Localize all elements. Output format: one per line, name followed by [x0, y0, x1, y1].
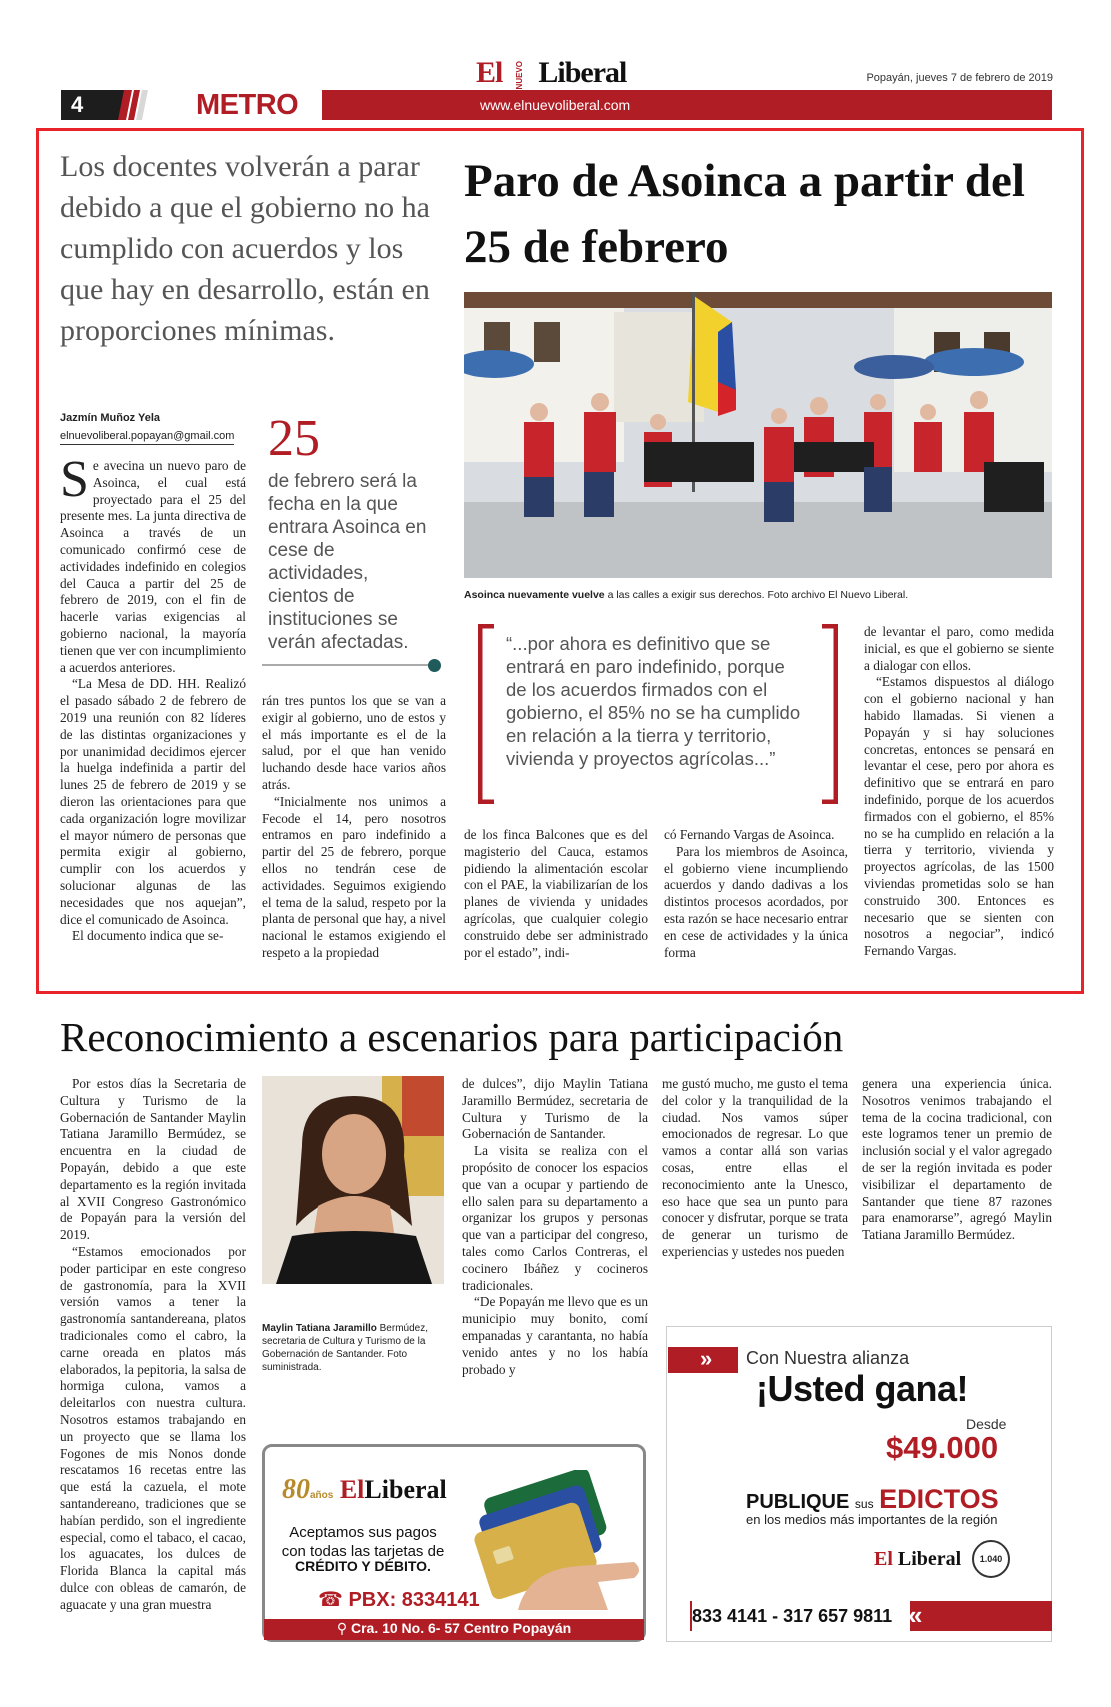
- paragraph: e avecina un nuevo paro de Asoinca, el cual está proyectado para el 25 del presente mes. La junta directiva de Asoinca a través de un comunicado confirmó cese de actividades indefinido en colegios del Cauca a partir del 25 de febrero de 2019, con el fin de hacerle varias exigencias al gobierno nacional, la mayoría tienen que ver con incumplimiento a acuerdos anteriores.: [60, 458, 246, 675]
- caption-text: Bermúdez, secretaria de Cultura y Turismo de la Gobernación de Santander. Foto suministrada.: [262, 1323, 428, 1373]
- paragraph: “Inicialmente nos unimos a Fecode el 14, pero nosotros entramos en paro indefinido a partir del 25 de febrero, porque ellos no tendrán cese de actividades. Seguimos exigiendo el tema de la salud, respeto por la planta de personal que hay, a nivel nacional le estamos exigiendo el respeto a la propiedad: [262, 793, 446, 960]
- protest-photo: [464, 292, 1052, 578]
- portrait-caption: [262, 1322, 442, 1374]
- article2-column-3: [662, 1076, 848, 1261]
- paragraph: Para los miembros de Asoinca, el gobierno viene incumpliendo acuerdos y dando dadivas a los distintos procesos acordados, por esta razón se hace necesario entrar en cese de actividades y la única forma: [664, 843, 848, 960]
- stat-dot: [428, 659, 441, 672]
- chevron-right-glyph: »: [700, 1346, 713, 1371]
- chevron-left-icon: «: [908, 1600, 923, 1630]
- paragraph: El documento indica que se-: [72, 928, 224, 944]
- site-url[interactable]: www.elnuevoliberal.com: [480, 97, 631, 113]
- publique-text: PUBLIQUE: [746, 1491, 850, 1513]
- ad-price: $49.000: [886, 1430, 999, 1465]
- stat-divider: [262, 664, 432, 666]
- paragraph: “De Popayán me llevo que es un municipio muy bonito, comí empanadas y carantanta, no había venido antes y no los había probado y: [462, 1294, 648, 1377]
- stat-text: de febrero será la fecha en la que entrara Asoinca en cese de actividades, cientos de instituciones se verán afectadas.: [268, 471, 427, 653]
- paragraph: “La Mesa de DD. HH. Realizó el pasado sábado 2 de febrero de 2019 una reunión con 82 líderes de las distintas organizaciones y por unanimidad decidimos ejercer la huelga indefinida a partir del lunes 25 de febrero de 2019 y se dieron las orientaciones para que cada organización logre movilizar el mayor número de personas que permita exigir al gobierno, cumplir con los acuerdos y solucionar algunas de las necesidades que nos aquejan”, dice el comunicado de Asoinca.: [60, 676, 246, 927]
- ad-logo: [282, 1474, 447, 1506]
- paragraph: có Fernando Vargas de Asoinca.: [664, 827, 835, 842]
- paragraph: rán tres puntos los que se van a exigir al gobierno, uno de estos y el más importante es el de la salud, por el que han venido luchando desde hace varios años atrás.: [262, 693, 446, 792]
- paragraph: genera una experiencia única. Nosotros venimos trabajando el tema de la cocina tradicional, con este logramos tener un premio de inclusión social y el valor agregado de ser la región invitada es poder visibilizar el departamento de Santander que tiene 87 razones para enamorarse”, agregó Maylin Tatiana Jaramillo Bermúdez.: [862, 1076, 1052, 1243]
- caption-text: a las calles a exigir sus derechos. Foto archivo El Nuevo Liberal.: [604, 589, 909, 601]
- paragraph: me gustó mucho, me gusto el tema del color y la tranquilidad de la ciudad. Nos vamos súper emocionados de regresar. Lo que vamos a contar allá son varias cosas, entre ellas el reconocimiento ante la Unesco, eso hace que sea un punto para conocer y disfrutar, porque se trata de generar un turismo de experiencias y ustedes nos pueden: [662, 1076, 848, 1259]
- ad-subtitle: en los medios más importantes de la región: [746, 1512, 998, 1527]
- article-headline: Paro de Asoinca a partir del 25 de febrero: [464, 155, 1025, 273]
- photo-caption: [464, 589, 1064, 601]
- paragraph: Por estos días la Secretaria de Cultura y Turismo de la Gobernación de Santander Maylin Tatiana Jaramillo Bermúdez, se encuentra en la ciudad de Popayán, debido a que este departamento es la región invitada al XVII Congreso Gastronómico de Popayán para la versión del 2019.: [60, 1076, 246, 1243]
- ad-phone[interactable]: ☎ PBX: 8334141: [318, 1589, 480, 1611]
- logo-el: El: [339, 1475, 365, 1504]
- newspaper-logo: [476, 56, 626, 90]
- article2-column-1: [60, 1076, 246, 1614]
- ad-text: Aceptamos sus pagos con todas las tarjetas de: [281, 1524, 445, 1560]
- article-column-5: [864, 624, 1054, 960]
- caption-bold: Maylin Tatiana Jaramillo: [262, 1323, 377, 1334]
- sus-text: sus: [854, 1497, 874, 1511]
- ad-phones[interactable]: 833 4141 - 317 657 9811: [692, 1601, 910, 1631]
- article-headline-2: Reconocimiento a escenarios para participación: [60, 1014, 844, 1060]
- logo-nuevo: NUEVO: [515, 60, 525, 90]
- article-column-3: [464, 827, 648, 961]
- stat-number: 25: [268, 410, 320, 467]
- drop-cap: S: [60, 451, 89, 508]
- pull-quote: “...por ahora es definitivo que se entrará en paro indefinido, porque de los acuerdos firmados con el gobierno, el 85% no se ha cumplido en relación a la tierra y territorio, vivienda y proyectos agrícolas...”: [506, 633, 801, 769]
- article2-column-2: [462, 1076, 648, 1378]
- ad-text-bold: CRÉDITO Y DÉBITO.: [295, 1558, 431, 1574]
- edictos-text: EDICTOS: [879, 1484, 999, 1514]
- article2-column-4: [862, 1076, 1052, 1244]
- ad-address: ⚲ Cra. 10 No. 6- 57 Centro Popayán: [336, 1620, 572, 1636]
- credit-cards-icon: [458, 1470, 648, 1610]
- page-number: 4: [61, 90, 125, 120]
- author-name: Jazmín Muñoz Yela: [60, 412, 161, 424]
- ad-tagline: Con Nuestra alianza: [746, 1348, 910, 1368]
- logo-el: El: [874, 1548, 893, 1570]
- issue-date: Popayán, jueves 7 de febrero de 2019: [866, 72, 1053, 84]
- logo-liberal: Liberal: [364, 1475, 447, 1504]
- ad-publique: [746, 1484, 999, 1515]
- radio-badge: 1.040: [972, 1540, 1010, 1578]
- paragraph: La visita se realiza con el propósito de conocer los espacios que van a ocupar y partiendo de ello salen para su departamento a organizar los grupos y personas que van a participar del congreso, tales como Carlos Contreras, el cocinero Ibáñez y cocineros tradicionales.: [462, 1143, 648, 1293]
- ad-logo: [874, 1548, 961, 1571]
- article-column-4: [664, 827, 848, 961]
- paragraph: de levantar el paro, como medida inicial, es que el gobierno se siente a dialogar con ellos.: [864, 624, 1054, 673]
- paragraph: “Estamos emocionados por poder participar en este congreso de gastronomía, para la XVII versión vamos a tener la gastronomía santandereana, platos tradicionales como el cabro, la carne oreada en platos más elaborados, la pepitoria, la salsa de hormiga culona, vamos a deleitarlos con nuestra cultura. Nosotros estamos trabajando en un proyecto que se llama los Fogones de mis Nonos donde rescatamos 16 recetas entre las que está la cazuela, el mote santandereano, tradiciones que se habían perdido, son el ingrediente especial, como el tabaco, el cacao, los aguacates, los dulces de Florida Blanca la capital más dulce con obleas de camarón, de aguacate y una gran muestra: [60, 1243, 246, 1612]
- article-lead: Los docentes volverán a parar debido a que el gobierno no ha cumplido con acuerdos y los que hay en desarrollo, están en proporciones mínimas.: [60, 150, 430, 347]
- anniversary-label: años: [310, 1490, 334, 1501]
- paragraph: “Estamos dispuestos al diálogo con el gobierno nacional y han habido llamadas. Si vienen a Popayán y si hay soluciones concretas, entonces se pensará en levantar el cese, pero por ahora es definitivo que se entrará en paro indefinido, porque de los acuerdos firmados con el gobierno, el 85% no se ha cumplido en relación a la tierra y territorio, vivienda y proyectos agrícolas, de las 1500 viviendas prometidas solo se han construido 300. Entonces es necesario que se sienten con nosotros a negociar”, indicó Fernando Vargas.: [864, 674, 1054, 959]
- caption-bold: Asoinca nuevamente vuelve: [464, 589, 605, 601]
- logo-liberal: Liberal: [897, 1548, 962, 1570]
- article-column-2: [262, 693, 446, 962]
- article-column-1: [60, 451, 246, 945]
- portrait-photo: [262, 1076, 444, 1284]
- anniversary-number: 80: [282, 1474, 310, 1505]
- paragraph: de los finca Balcones que es del magisterio del Cauca, estamos pidiendo la alimentación escolar con el PAE, la viabilizarían de los planes de vivienda y unidades agrícolas, que cualquier colegio construido debe ser administrado por el estado”, indi-: [464, 827, 648, 960]
- section-label: METRO: [196, 89, 299, 121]
- logo-liberal: Liberal: [538, 56, 627, 89]
- header-bar: [322, 90, 1052, 120]
- author-email[interactable]: elnuevoliberal.popayan@gmail.com: [60, 430, 234, 445]
- ad-desde: Desde: [966, 1416, 1007, 1432]
- paragraph: de dulces”, dijo Maylin Tatiana Jaramillo Bermúdez, secretaria de Cultura y Turismo de la Gobernación de Santander.: [462, 1076, 648, 1142]
- ad-headline: ¡Usted gana!: [756, 1368, 969, 1409]
- logo-el: El: [476, 56, 503, 89]
